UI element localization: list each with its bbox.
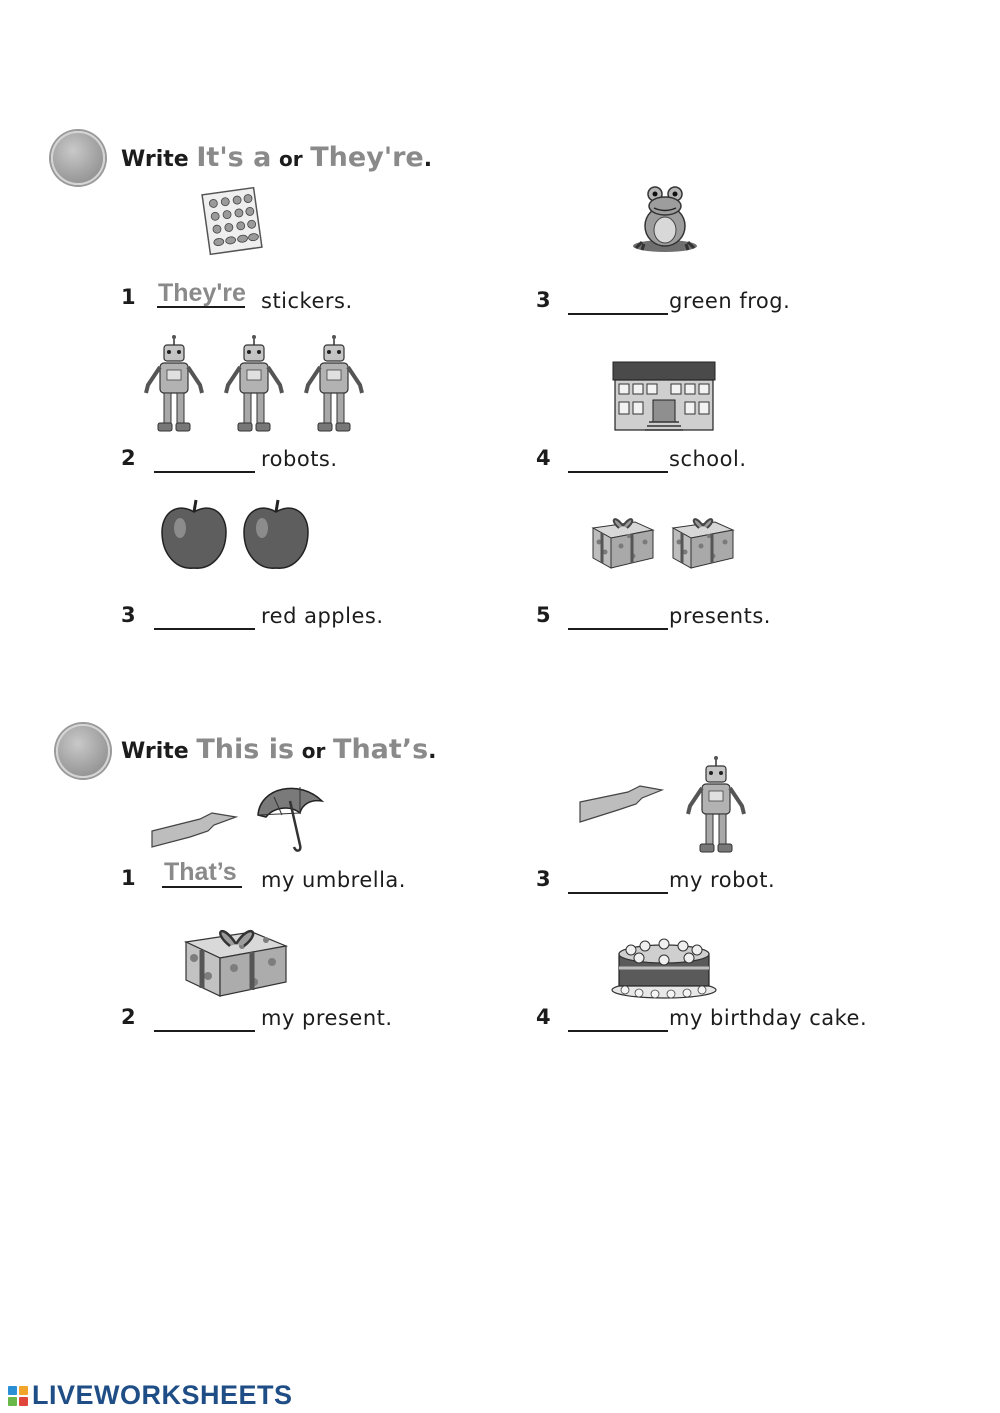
sentence-text: school. [669, 447, 747, 471]
section-2-bullet [56, 724, 110, 778]
sentence-text: robots. [261, 447, 338, 471]
item-number: 3 [121, 603, 136, 627]
item-number: 4 [536, 446, 551, 470]
item-number: 1 [121, 285, 136, 309]
answer-blank[interactable] [154, 1030, 255, 1032]
section-1-bullet [51, 131, 105, 185]
item-number: 2 [121, 1005, 136, 1029]
pointing-umbrella-icon [150, 775, 330, 855]
item-number: 3 [536, 288, 551, 312]
logo-mark-icon [8, 1386, 28, 1406]
example-answer: That’s [164, 858, 237, 886]
two-apples-icon [158, 494, 314, 572]
birthday-cake-icon [609, 932, 719, 1000]
item-number: 5 [536, 603, 551, 627]
item-number: 3 [536, 867, 551, 891]
three-robots-icon [140, 333, 370, 435]
answer-blank[interactable] [568, 1030, 668, 1032]
example-answer: They're [158, 279, 246, 307]
item-number: 2 [121, 446, 136, 470]
answer-blank[interactable] [162, 886, 242, 888]
sentence-text: stickers. [261, 289, 353, 313]
stickers-sheet-icon [196, 185, 268, 257]
sentence-text: green frog. [669, 289, 791, 313]
answer-blank[interactable] [568, 892, 668, 894]
sentence-text: presents. [669, 604, 771, 628]
item-number: 4 [536, 1005, 551, 1029]
frog-icon [630, 182, 700, 254]
sentence-text: my present. [261, 1006, 393, 1030]
answer-blank[interactable] [154, 471, 255, 473]
answer-blank[interactable] [157, 306, 245, 308]
two-presents-icon [589, 512, 741, 572]
answer-blank[interactable] [568, 313, 668, 315]
sentence-text: red apples. [261, 604, 384, 628]
school-building-icon [609, 360, 719, 433]
answer-blank[interactable] [568, 628, 668, 630]
sentence-text: my umbrella. [261, 868, 406, 892]
sentence-text: my birthday cake. [669, 1006, 868, 1030]
item-number: 1 [121, 866, 136, 890]
liveworksheets-logo[interactable] [8, 1380, 293, 1411]
answer-blank[interactable] [568, 471, 668, 473]
answer-blank[interactable] [154, 628, 255, 630]
section-1-instruction: Write It's a or They're. [121, 142, 433, 173]
pointing-robot-icon [578, 756, 750, 856]
logo-text: LIVEWORKSHEETS [32, 1380, 293, 1410]
present-icon [182, 918, 290, 998]
section-2-instruction: Write This is or That’s. [121, 734, 437, 765]
sentence-text: my robot. [669, 868, 776, 892]
